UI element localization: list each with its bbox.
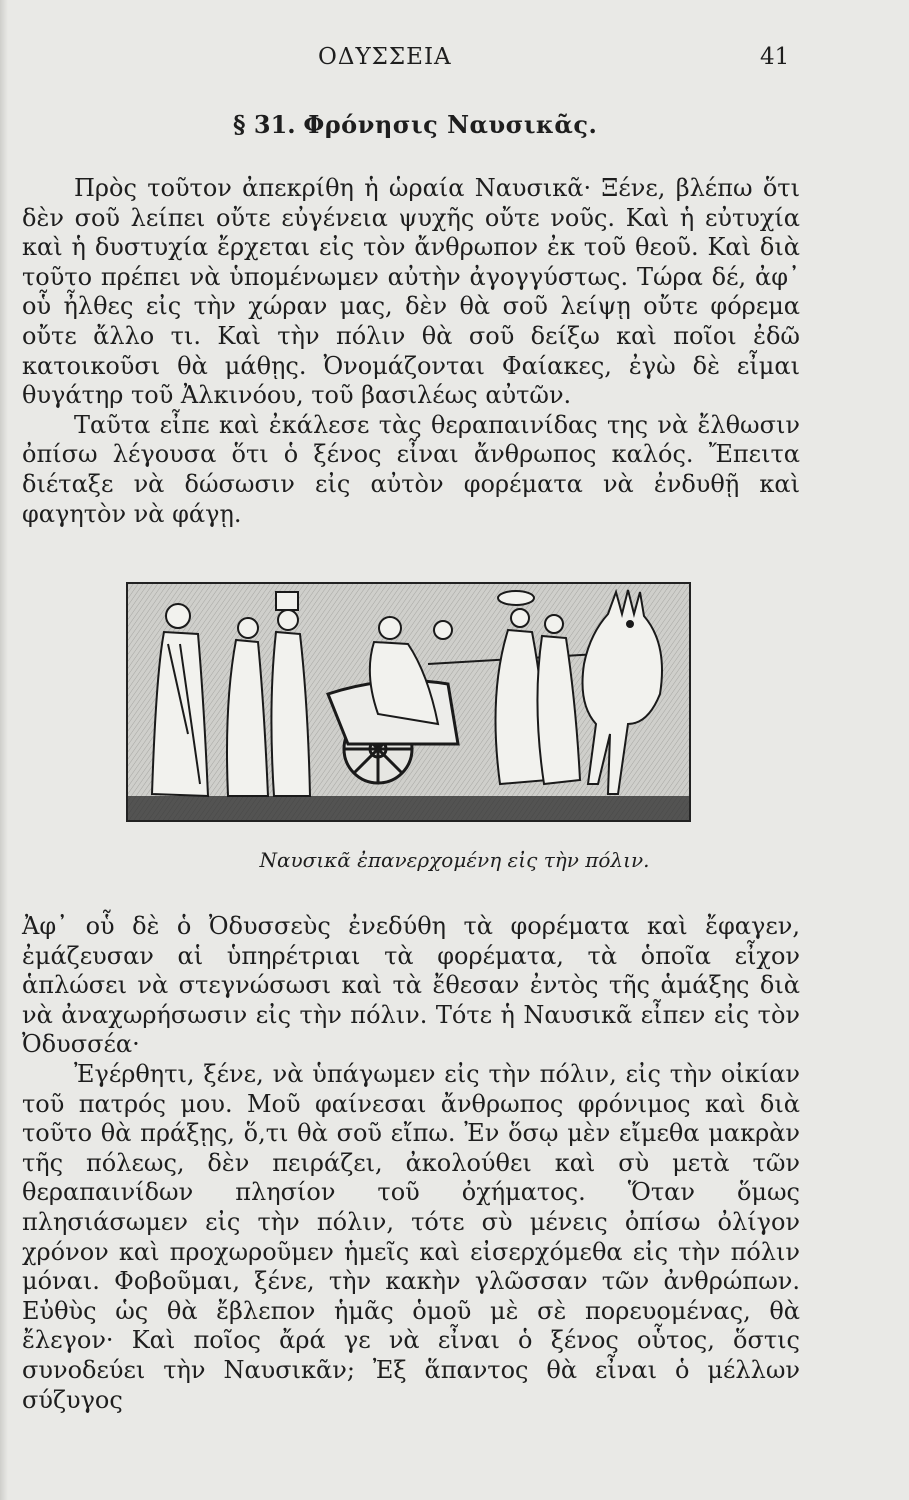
section-title: Φρόνησις Ναυσικᾶς. bbox=[303, 110, 598, 139]
figure-caption: Ναυσικᾶ ἐπανερχομένη εἰς τὴν πόλιν. bbox=[259, 848, 650, 872]
text-after-figure bbox=[22, 912, 800, 1415]
paragraph: Ἀφ᾽ οὗ δὲ ὁ Ὀδυσσεὺς ἐνεδύθη τὰ φορέματα καὶ ἔφαγεν, ἐμάζευσαν αἱ ὑπηρέτριαι τὰ φορέματα, τὰ ὁποῖα εἶχον ἁπλώσει νὰ στεγνώσωσι καὶ τὰ ἔθεσαν ἐντὸς τῆς ἁμάξης διὰ νὰ ἀναχωρήσωσιν εἰς τὴν πόλιν. Τότε ἡ Ναυσικᾶ εἶπεν εἰς τὸν Ὀδυσσέα· bbox=[22, 912, 800, 1059]
running-title: ΟΔΥΣΣΕΙΑ bbox=[318, 44, 452, 70]
illustration-nausicaa-chariot bbox=[126, 582, 691, 822]
engraving-image bbox=[128, 584, 689, 820]
paragraph: Ταῦτα εἶπε καὶ ἐκάλεσε τὰς θεραπαινίδας της νὰ ἔλθωσιν ὀπίσω λέγουσα ὅτι ὁ ξένος εἶναι ἄνθρωπος καλός. Ἔπειτα διέταξε νὰ δώσωσιν εἰς αὐτὸν φορέματα νὰ ἐνδυθῇ καὶ φαγητὸν νὰ φάγῃ. bbox=[22, 410, 800, 528]
text-before-figure bbox=[22, 174, 800, 529]
page-edge bbox=[0, 0, 8, 1500]
section-number: § 31. bbox=[233, 110, 296, 139]
paragraph: Ἐγέρθητι, ξένε, νὰ ὑπάγωμεν εἰς τὴν πόλιν, εἰς τὴν οἰκίαν τοῦ πατρός μου. Μοῦ φαίνεσαι ἄνθρωπος φρόνιμος καὶ διὰ τοῦτο θὰ πράξῃς, ὅ,τι θὰ σοῦ εἴπω. Ἐν ὅσῳ μὲν εἴμεθα μακρὰν τῆς πόλεως, δὲν πειράζει, ἀκολούθει καὶ σὺ μετὰ τῶν θεραπαινίδων πλησίον τοῦ ὀχήματος. Ὅταν ὅμως πλησιάσωμεν εἰς τὴν πόλιν, τότε σὺ μένεις ὀπίσω ὀλίγον χρόνον καὶ προχωροῦμεν ἡμεῖς καὶ εἰσερχόμεθα εἰς τὴν πόλιν μόναι. Φοβοῦμαι, ξένε, τὴν κακὴν γλῶσσαν τῶν ἀνθρώπων. Εὐθὺς ὡς θὰ ἔβλεπον ἡμᾶς ὁμοῦ μὲ σὲ πορευομένας, θὰ ἔλεγον· Καὶ ποῖος ἄρά γε νὰ εἶναι ὁ ξένος οὗτος, ὅστις συνοδεύει τὴν Ναυσικᾶν; Ἐξ ἅπαντος θὰ εἶναι ὁ μέλλων σύζυγος bbox=[22, 1059, 800, 1414]
page-number: 41 bbox=[760, 44, 790, 70]
running-head bbox=[0, 44, 909, 84]
section-heading bbox=[233, 110, 597, 139]
paragraph: Πρὸς τοῦτον ἀπεκρίθη ἡ ὡραία Ναυσικᾶ· Ξένε, βλέπω ὅτι δὲν σοῦ λείπει οὔτε εὐγένεια ψυχῆς οὔτε νοῦς. Καὶ ἡ εὐτυχία καὶ ἡ δυστυχία ἔρχεται εἰς τὸν ἄνθρωπον ἐκ τοῦ θεοῦ. Καὶ διὰ τοῦτο πρέπει νὰ ὑπομένωμεν αὐτὴν ἀγογγύστως. Τώρα δέ, ἀφ᾽ οὗ ἦλθες εἰς τὴν χώραν μας, δὲν θὰ σοῦ λείψῃ οὔτε φόρεμα οὔτε ἄλλο τι. Καὶ τὴν πόλιν θὰ σοῦ δείξω καὶ ποῖοι ἐδῶ κατοικοῦσι θὰ μάθῃς. Ὀνομάζονται Φαίακες, ἐγὼ δὲ εἶμαι θυγάτηρ τοῦ Ἀλκινόου, τοῦ βασιλέως αὐτῶν. bbox=[22, 174, 800, 410]
